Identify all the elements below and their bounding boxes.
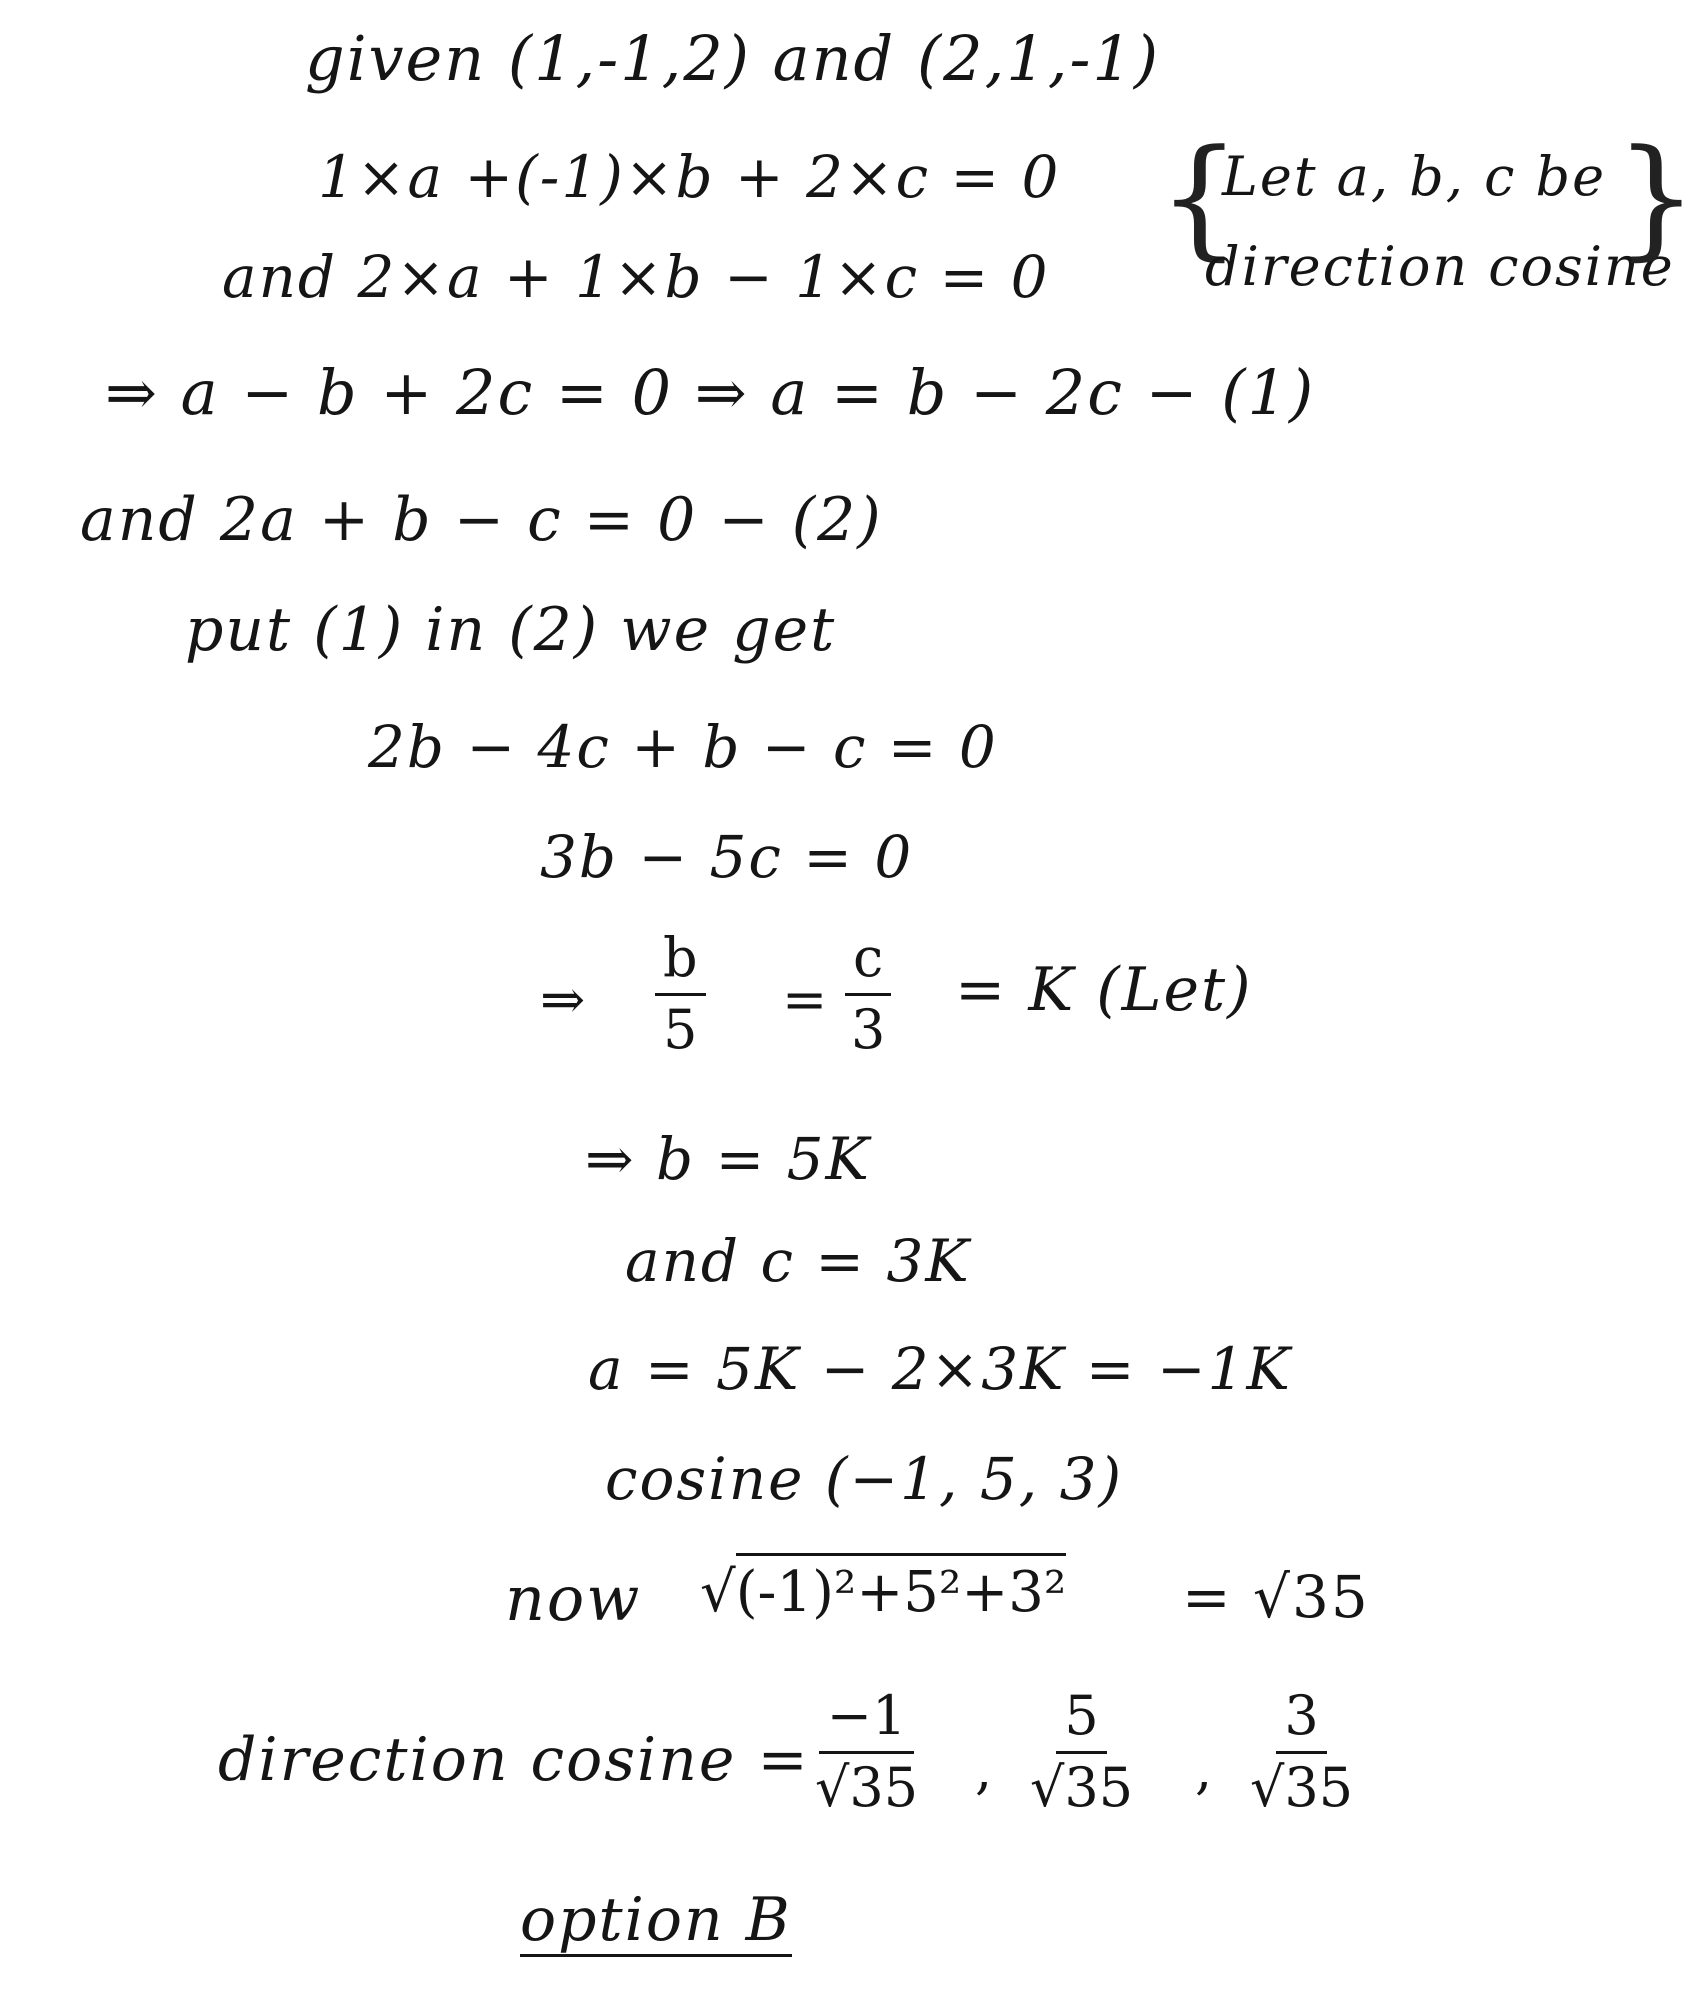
- now-label: now: [505, 1562, 642, 1635]
- answer-option: option B: [520, 1885, 792, 1955]
- derivation-line-2: and 2a + b − c = 0 − (2): [80, 485, 883, 555]
- direction-cosine-label: direction cosine =: [218, 1725, 810, 1795]
- equals-sign: =: [782, 968, 828, 1031]
- fraction-denominator: √35: [1030, 1755, 1134, 1819]
- equation-line-2: and 2×a + 1×b − 1×c = 0: [222, 243, 1050, 311]
- derivation-line-1: ⇒ a − b + 2c = 0 ⇒ a = b − 2c − (1): [105, 356, 1316, 429]
- substitution-line: put (1) in (2) we get: [185, 595, 837, 665]
- equation-line-1: 1×a +(-1)×b + 2×c = 0: [318, 143, 1061, 211]
- c-value-line: and c = 3K: [625, 1227, 971, 1295]
- fraction-denominator: 5: [663, 997, 698, 1061]
- fraction-numerator: 5: [1056, 1688, 1106, 1754]
- note-line-2: direction cosine: [1205, 235, 1675, 298]
- fraction-numerator: −1: [819, 1688, 915, 1754]
- derivation-line-3: 2b − 4c + b − c = 0: [368, 713, 998, 781]
- b-value-line: ⇒ b = 5K: [585, 1125, 871, 1193]
- fraction-numerator: 3: [1276, 1688, 1326, 1754]
- implies-arrow: ⇒: [540, 968, 586, 1031]
- comma-separator: ,: [975, 1738, 993, 1801]
- fraction-denominator: 3: [850, 997, 886, 1061]
- square-root-expression: [700, 1560, 1066, 1625]
- fraction-second-cosine: [1030, 1684, 1134, 1819]
- fraction-numerator: c: [845, 930, 891, 996]
- comma-separator: ,: [1195, 1738, 1213, 1801]
- radical-sign: √: [700, 1560, 736, 1625]
- right-brace: }: [1615, 121, 1698, 273]
- note-line-1: Let a, b, c be: [1222, 145, 1607, 208]
- fraction-first-cosine: [815, 1684, 919, 1819]
- fraction-c-over-3: [845, 926, 891, 1061]
- fraction-denominator: √35: [815, 1755, 919, 1819]
- fraction-numerator: b: [655, 930, 706, 996]
- a-value-line: a = 5K − 2×3K = −1K: [588, 1335, 1292, 1403]
- fraction-third-cosine: [1250, 1684, 1354, 1819]
- given-line: given (1,-1,2) and (2,1,-1): [305, 22, 1161, 95]
- cosine-ratio-line: cosine (−1, 5, 3): [605, 1445, 1124, 1513]
- left-brace: {: [1158, 121, 1241, 273]
- fraction-b-over-5: [655, 926, 706, 1061]
- radicand: (-1)²+5²+3²: [736, 1553, 1067, 1625]
- derivation-line-4: 3b − 5c = 0: [540, 823, 914, 891]
- ratio-tail: = K (Let): [955, 955, 1253, 1025]
- fraction-denominator: √35: [1250, 1755, 1354, 1819]
- magnitude-result: = √35: [1182, 1563, 1370, 1631]
